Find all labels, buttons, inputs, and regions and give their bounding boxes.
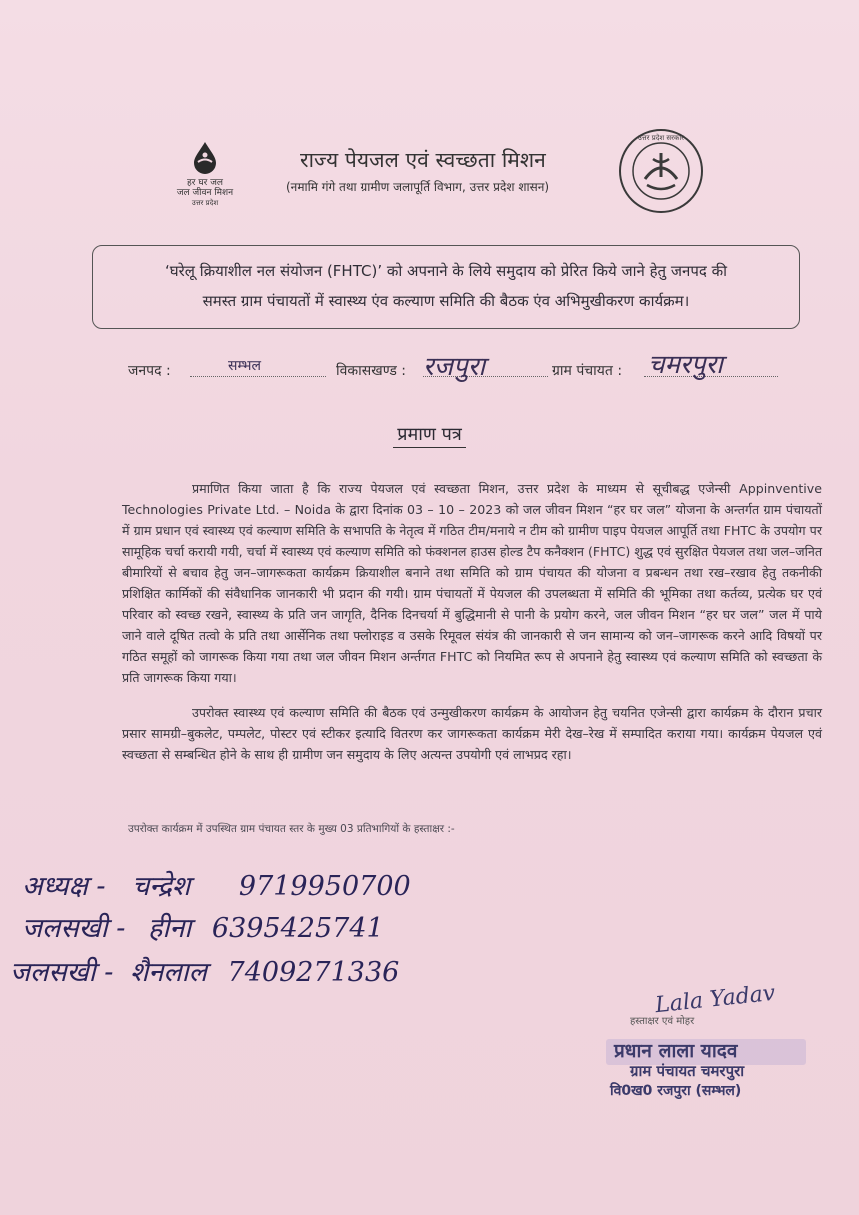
stamp-line-3: वि0ख0 रजपुरा (सम्भल) bbox=[610, 1083, 742, 1099]
jal-jeevan-mission-logo bbox=[150, 140, 260, 220]
district-label: जनपद : bbox=[128, 363, 171, 379]
pradhan-signature: Lala Yadav bbox=[654, 980, 777, 1019]
programme-title-line-1: ‘घरेलू क्रियाशील नल संयोजन (FHTC)’ को अपनाने के लिये समुदाय को प्रेरित किये जाने हेतु जनपद की bbox=[165, 262, 727, 280]
block-label: विकासखण्ड : bbox=[336, 363, 407, 379]
certificate-paragraph-1: प्रमाणित किया जाता है कि राज्य पेयजल एवं स्वच्छता मिशन, उत्तर प्रदेश के माध्यम से सूचीबद्ध एजेन्सी Appinventive Technologies Private Ltd. – Noida के द्वारा दिनांक 03 – 10 – 2023 को जल जीवन मिशन “हर घर जल” योजना के अन्तर्गत ग्राम पंचायतों में ग्राम प्रधान एवं स्वास्थ्य एवं कल्याण समिति के सभापति के नेतृत्व में गठित टीम/मनाये न टीम को ग्रामीण पाइप पेयजल आपूर्ति तथा FHTC के उपयोग पर सामूहिक चर्चा करायी गयी, चर्चा में स्वास्थ्य एवं कल्याण समिति को फंक्शनल हाउस होल्ड टैप कनैक्शन (FHTC) शुद्ध एवं सुरक्षित पेयजल तथा जल–जनित बीमारियों से बचाव हेतु जन–जागरूकता कार्यक्रम क्रियाशील बनाने तथा समिति को ग्राम पंचायत की योजना व प्रबन्धन तथा रख–रखाव हेतु तकनीकी प्रशिक्षित कार्मिकों की संवैधानिक जानकारी भी प्रदान की गयी। ग्राम पंचायतों में पेयजल की उपलब्धता में समिति की भूमिका तथा कर्तव्य, प्रत्येक घर एवं परिवार को स्वच्छ रखने, स्वास्थ्य के प्रति जन जागृति, दैनिक दिनचर्या में बुद्धिमानी से पानी के प्रयोग करने, जल जीवन मिशन “हर घर जल” जल में पाये जाने वाले दूषित तत्वो के प्रति तथा आर्सेनिक तथा फ्लोराइड व उसके रिमूवल संयंत्र की जानकारी से जन सामान्य को जन–जागरूक करने आदि विषयों पर गठित समूहों को जागरूक किया गया तथा जल जीवन मिशन अर्न्तगत FHTC को नियमित रूप से अपनाने हेतु स्वास्थ्य एवं कल्याण समिति को स्वच्छता के प्रति जागरूक किया गया। bbox=[122, 481, 822, 685]
participant-row bbox=[22, 866, 411, 903]
participant-name: चन्द्रेश bbox=[132, 871, 191, 902]
logo-tag-2: जल जीवन मिशन bbox=[176, 188, 234, 198]
block-value: रजपुरा bbox=[423, 352, 486, 382]
participant-name: शैनलाल bbox=[129, 957, 207, 988]
mission-title: राज्य पेयजल एवं स्वच्छता मिशन bbox=[300, 148, 546, 172]
district-dots bbox=[190, 375, 326, 377]
district-value: सम्भल bbox=[228, 358, 261, 374]
participant-role: जलसखी - bbox=[22, 913, 126, 944]
programme-title-box bbox=[92, 245, 800, 329]
certificate-title-text: प्रमाण पत्र bbox=[393, 424, 466, 448]
logo-tag-1: हर घर जल bbox=[187, 178, 223, 188]
mission-subtitle: (नमामि गंगे तथा ग्रामीण जलापूर्ति विभाग, उत्तर प्रदेश शासन) bbox=[286, 180, 550, 194]
participant-phone: 7409271336 bbox=[227, 957, 400, 988]
location-fields bbox=[128, 350, 778, 385]
participant-role: अध्यक्ष - bbox=[22, 871, 106, 902]
participant-row bbox=[10, 952, 399, 989]
panchayat-label: ग्राम पंचायत : bbox=[552, 363, 623, 379]
signatures-note: उपरोक्त कार्यक्रम में उपस्थित ग्राम पंचायत स्तर के मुख्य 03 प्रतिभागियों के हस्ताक्षर :- bbox=[128, 823, 455, 835]
certificate-body bbox=[122, 478, 822, 779]
certificate-paragraph-2: उपरोक्त स्वास्थ्य एवं कल्याण समिति की बैठक एवं उन्मुखीकरण कार्यक्रम के आयोजन हेतु चयनित एजेन्सी द्वारा कार्यक्रम के दौरान प्रचार प्रसार सामग्री–बुकलेट, पम्पलेट, पोस्टर एवं स्टीकर इत्यादि वितरण कर जागरूकता कार्यक्रम मेरी देख–रेख में सम्पादित कराया गया। कार्यक्रम पेयजल एवं स्वच्छता से सम्बन्धित होने के साथ ही ग्रामीण जन समुदाय के लिए अत्यन्त उपयोगी एवं लाभप्रद रहा। bbox=[122, 705, 822, 762]
stamp-line-2: ग्राम पंचायत चमरपुरा bbox=[630, 1062, 745, 1080]
seal-text: उत्तर प्रदेश सरकार bbox=[637, 134, 685, 142]
participant-row bbox=[22, 908, 384, 945]
signature-caption: हस्ताक्षर एवं मोहर bbox=[630, 1016, 695, 1027]
pradhan-stamp bbox=[600, 1025, 800, 1105]
programme-title-line-2: समस्त ग्राम पंचायतों में स्वास्थ्य एंव कल्याण समिति की बैठक एंव अभिमुखीकरण कार्यक्रम। bbox=[202, 292, 690, 310]
up-government-seal-icon bbox=[617, 127, 705, 215]
participant-phone: 6395425741 bbox=[211, 913, 384, 944]
certificate-title bbox=[0, 422, 859, 446]
water-drop-icon bbox=[188, 140, 222, 174]
participant-name: हीना bbox=[147, 913, 192, 944]
logo-tag-3: उत्तर प्रदेश bbox=[191, 199, 219, 207]
participant-role: जलसखी - bbox=[10, 957, 114, 988]
panchayat-value: चमरपुरा bbox=[648, 350, 723, 380]
stamp-line-1: प्रधान लाला यादव bbox=[614, 1040, 738, 1062]
participant-phone: 9719950700 bbox=[238, 871, 411, 902]
